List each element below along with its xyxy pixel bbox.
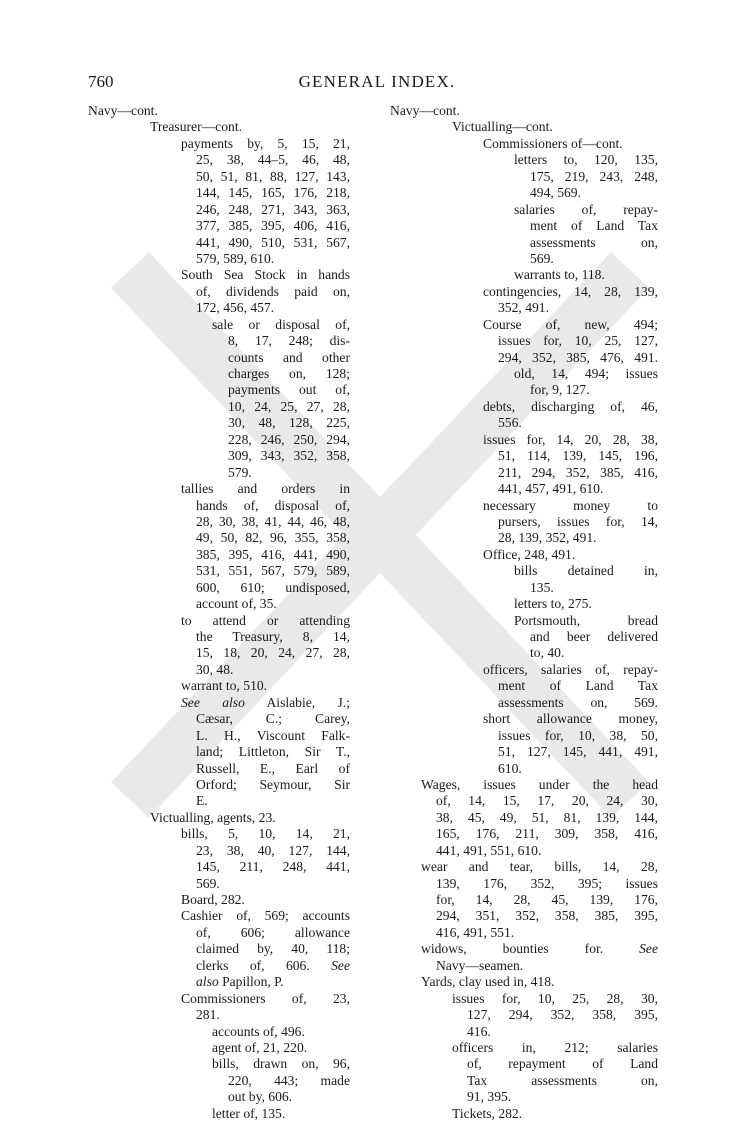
index-line: warrant to, 510. — [181, 678, 268, 694]
index-line: 135. — [530, 579, 554, 595]
index-line: Treasurer—cont. — [150, 119, 242, 135]
index-line: 28, 30, 38, 41, 44, 46, 48, — [196, 513, 350, 529]
index-line: E. — [196, 793, 208, 809]
index-line: 25, 38, 44–5, 46, 48, — [196, 152, 350, 168]
index-line: 15, 18, 20, 24, 27, 28, — [196, 645, 350, 661]
index-line: 145, 211, 248, 441, — [196, 859, 350, 875]
index-line: Portsmouth, bread — [514, 612, 658, 628]
index-line: Tax assessments on, — [467, 1072, 658, 1088]
index-line: wear and tear, bills, 14, 28, — [421, 859, 658, 875]
index-line: 144, 145, 165, 176, 218, — [196, 185, 350, 201]
index-line: land; Littleton, Sir T., — [196, 744, 350, 760]
index-column-right — [390, 103, 658, 1122]
index-line: 139, 176, 352, 395; issues — [436, 875, 658, 891]
index-line: Wages, issues under the head — [421, 776, 658, 792]
index-line: 309, 343, 352, 358, — [228, 448, 350, 464]
index-line: 38, 45, 49, 51, 81, 139, 144, — [436, 809, 658, 825]
index-line: 246, 248, 271, 343, 363, — [196, 201, 350, 217]
index-line: Victualling—cont. — [452, 119, 553, 135]
index-line: 579, 589, 610. — [196, 250, 275, 266]
index-line: Course of, new, 494; — [483, 316, 658, 332]
index-line: widows, bounties for. See — [421, 941, 658, 957]
index-line: officers in, 212; salaries — [452, 1039, 658, 1055]
index-line: 294, 352, 385, 476, 491. — [498, 349, 658, 365]
index-line: 50, 51, 81, 88, 127, 143, — [196, 168, 350, 184]
index-line: warrants to, 118. — [514, 267, 605, 283]
index-line: also Papillon, P. — [196, 974, 284, 990]
index-line: Commissioners of, 23, — [181, 990, 350, 1006]
index-line: of, dividends paid on, — [196, 283, 350, 299]
index-line: Cæsar, C.; Carey, — [196, 711, 350, 727]
running-head-title: GENERAL INDEX. — [298, 72, 456, 91]
index-line: 49, 50, 82, 96, 355, 358, — [196, 530, 350, 546]
page-number: 760 — [88, 72, 114, 91]
index-line: 494, 569. — [530, 185, 581, 201]
index-line: bills detained in, — [514, 563, 658, 579]
index-line: 51, 127, 145, 441, 491, — [498, 744, 658, 760]
index-line: 165, 176, 211, 309, 358, 416, — [436, 826, 658, 842]
index-line: L. H., Viscount Falk- — [196, 727, 350, 743]
index-line: issues for, 10, 25, 28, 30, — [452, 990, 658, 1006]
index-line: letters to, 120, 135, — [514, 152, 658, 168]
index-line: and beer delivered — [530, 629, 658, 644]
index-line: of, repayment of Land — [467, 1056, 658, 1072]
index-line: 91, 395. — [467, 1089, 512, 1105]
index-line: letter of, 135. — [212, 1105, 286, 1121]
index-line: 8, 17, 248; dis- — [228, 333, 350, 349]
index-line: 352, 491. — [498, 300, 549, 316]
index-line: Office, 248, 491. — [483, 546, 576, 562]
index-line: to attend or attending — [181, 612, 350, 628]
index-line: short allowance money, — [483, 711, 658, 727]
index-line: 600, 610; undisposed, — [196, 579, 350, 595]
index-line: charges on, 128; — [228, 366, 350, 381]
index-line: Orford; Seymour, Sir — [196, 776, 350, 792]
index-line: 579. — [228, 464, 252, 480]
index-line: out by, 606. — [228, 1089, 293, 1105]
index-line: 294, 351, 352, 358, 385, 395, — [436, 908, 658, 924]
index-line: assessments on, 569. — [498, 694, 658, 710]
index-line: issues for, 10, 38, 50, — [498, 727, 658, 743]
index-line: 228, 246, 250, 294, — [228, 431, 350, 447]
index-line: issues for, 10, 25, 127, — [498, 333, 658, 349]
index-line: 23, 38, 40, 127, 144, — [196, 842, 350, 858]
index-line: old, 14, 494; issues — [514, 366, 658, 381]
index-line: Russell, E., Earl of — [196, 760, 350, 776]
index-line: clerks of, 606. See — [196, 957, 350, 973]
index-line: the Treasury, 8, 14, — [196, 629, 350, 644]
index-line: 172, 456, 457. — [196, 300, 275, 316]
index-line: 175, 219, 243, 248, — [530, 168, 658, 184]
index-line: bills, drawn on, 96, — [212, 1056, 350, 1072]
index-line: pursers, issues for, 14, — [498, 513, 658, 529]
index-line: counts and other — [228, 349, 350, 365]
index-column-left — [88, 103, 350, 1122]
index-line: Yards, clay used in, 418. — [421, 974, 555, 990]
index-line: 556. — [498, 415, 522, 431]
index-line: claimed by, 40, 118; — [196, 941, 350, 957]
index-line: ment of Land Tax — [498, 678, 658, 694]
index-line: 30, 48. — [196, 661, 234, 677]
index-line: South Sea Stock in hands — [181, 267, 350, 283]
index-line: Navy—cont. — [88, 103, 158, 118]
index-line: 569. — [530, 250, 554, 266]
index-line: 385, 395, 416, 441, 490, — [196, 546, 350, 562]
index-line: for, 14, 28, 45, 139, 176, — [436, 892, 658, 907]
index-line: Tickets, 282. — [452, 1105, 523, 1121]
index-line: necessary money to — [483, 497, 658, 513]
index-line: 281. — [196, 1007, 220, 1023]
index-line: assessments on, — [530, 234, 658, 250]
index-line: of, 606; allowance — [196, 924, 350, 940]
index-line: letters to, 275. — [514, 596, 592, 612]
index-line: 28, 139, 352, 491. — [498, 530, 597, 546]
index-line: See also Aislabie, J.; — [181, 694, 350, 710]
index-line: 531, 551, 567, 579, 589, — [196, 563, 350, 579]
index-line: hands of, disposal of, — [196, 497, 350, 513]
index-line: Cashier of, 569; accounts — [181, 908, 350, 924]
index-line: contingencies, 14, 28, 139, — [483, 283, 658, 299]
index-line: tallies and orders in — [181, 481, 350, 497]
index-line: of, 14, 15, 17, 20, 24, 30, — [436, 793, 658, 809]
index-line: Victualling, agents, 23. — [150, 809, 276, 825]
index-line: 610. — [498, 760, 522, 776]
index-line: for, 9, 127. — [530, 382, 590, 398]
index-line: 416. — [467, 1023, 491, 1039]
index-line: 416, 491, 551. — [436, 924, 515, 940]
index-line: 441, 457, 491, 610. — [498, 481, 604, 497]
index-line: 51, 114, 139, 145, 196, — [498, 448, 658, 464]
index-line: 377, 385, 395, 406, 416, — [196, 218, 350, 234]
index-line: officers, salaries of, repay- — [483, 661, 658, 677]
index-line: accounts of, 496. — [212, 1023, 305, 1039]
index-line: ment of Land Tax — [530, 218, 658, 234]
index-line: sale or disposal of, — [212, 316, 350, 332]
index-line: Commissioners of—cont. — [483, 135, 623, 151]
index-line: issues for, 14, 20, 28, 38, — [483, 431, 658, 447]
index-line: 127, 294, 352, 358, 395, — [467, 1007, 658, 1023]
index-line: payments by, 5, 15, 21, — [181, 135, 350, 151]
index-line: salaries of, repay- — [514, 201, 658, 217]
index-line: 10, 24, 25, 27, 28, — [228, 398, 350, 414]
index-line: bills, 5, 10, 14, 21, — [181, 826, 350, 842]
index-line: payments out of, — [228, 382, 350, 398]
index-line: 211, 294, 352, 385, 416, — [498, 464, 658, 480]
index-line: 441, 490, 510, 531, 567, — [196, 234, 350, 250]
index-line: agent of, 21, 220. — [212, 1039, 308, 1055]
index-line: Navy—seamen. — [436, 957, 524, 973]
index-line: 30, 48, 128, 225, — [228, 415, 350, 431]
index-line: to, 40. — [530, 645, 565, 661]
index-line: debts, discharging of, 46, — [483, 398, 658, 414]
index-line: account of, 35. — [196, 596, 277, 612]
index-line: 569. — [196, 875, 220, 891]
index-line: 441, 491, 551, 610. — [436, 842, 542, 858]
index-line: Navy—cont. — [390, 103, 460, 118]
index-line: 220, 443; made — [228, 1072, 350, 1088]
index-line: Board, 282. — [181, 892, 245, 907]
